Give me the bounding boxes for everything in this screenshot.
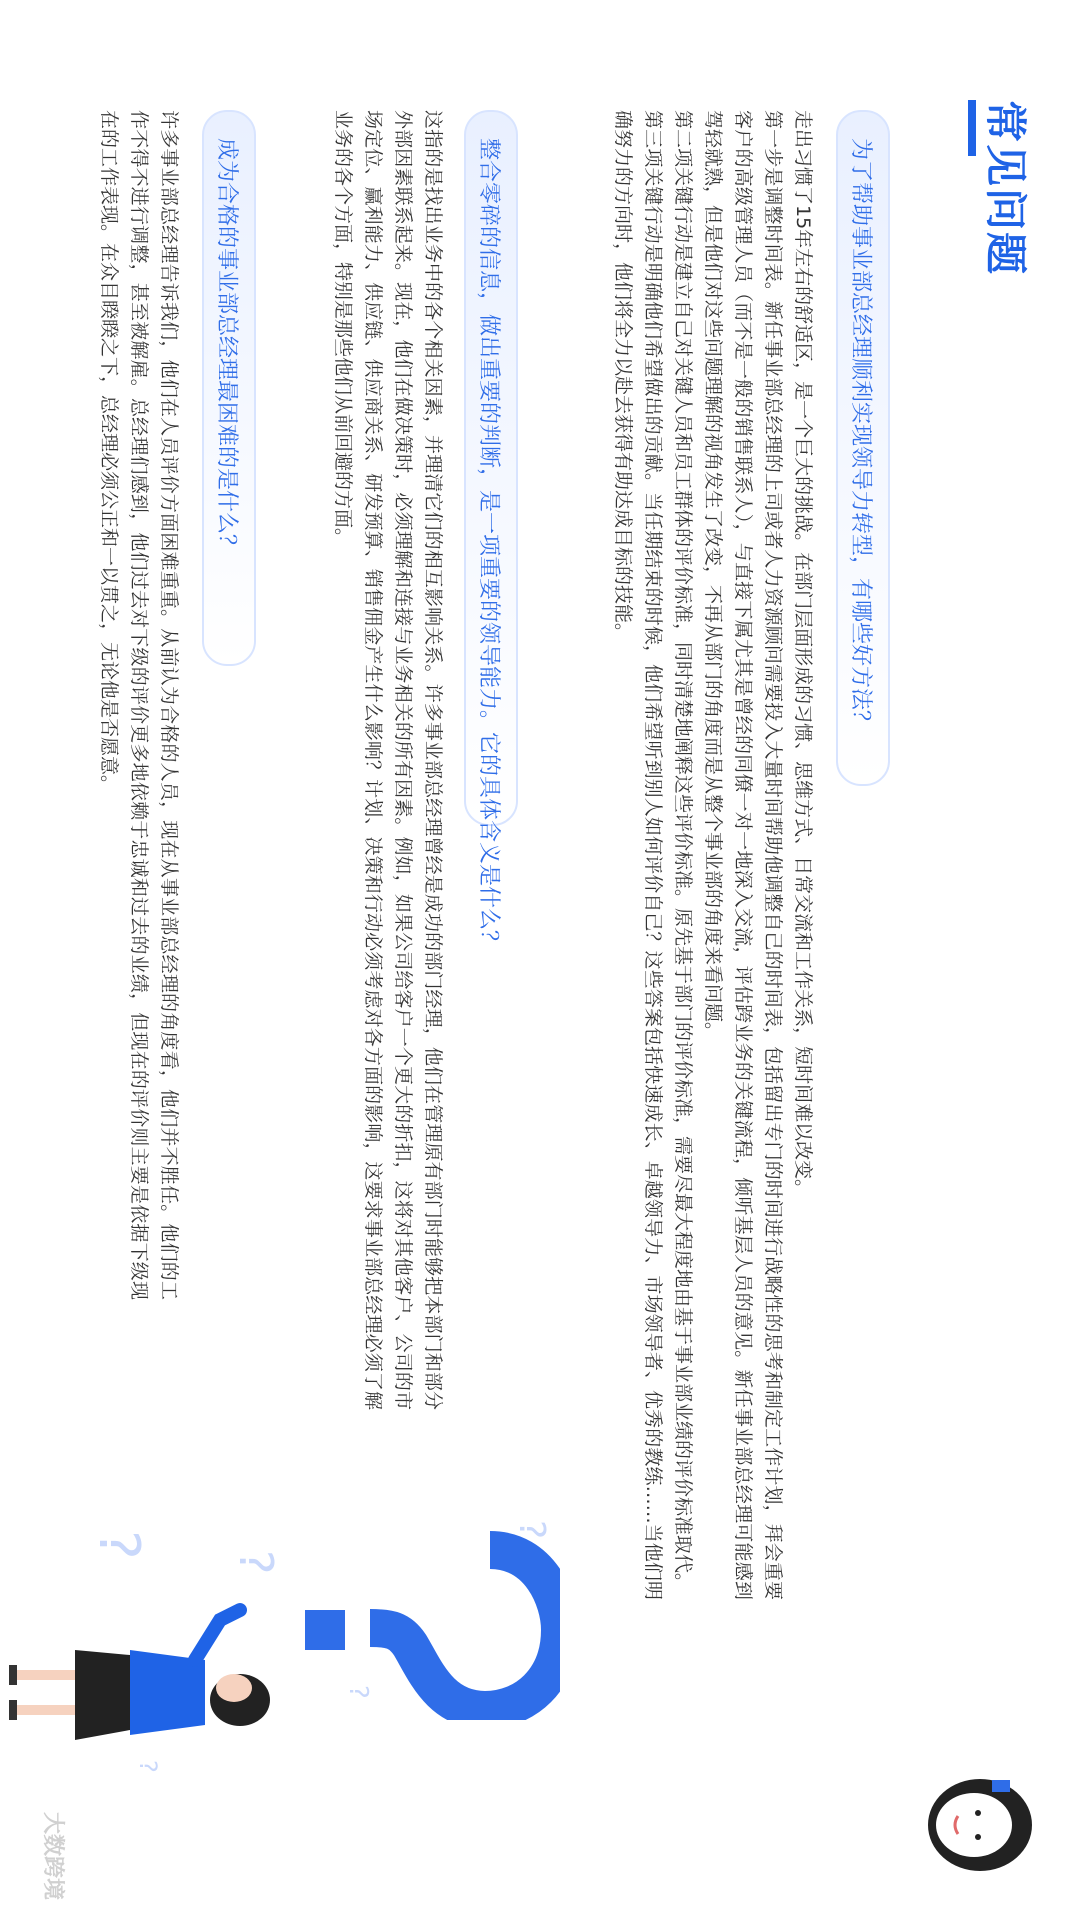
answer-paragraph: 第一步是调整时间表。新任事业部总经理的上司或者人力资源顾问需要投入大量时间帮助他调整自己的时间表，包括留出专门的时间进行战略性的思考和制定工作计划，拜会重要客户的高级管理人员（而不是一般的销售联系人），与直接下属尤其是曾经的同僚一对一地深入交流，评估跨业务的关键流程，倾听基层人员的意见。新任事业部总经理可能感到驾轻就熟，但是他们对这些问题理解的视角发生了改变，不再从部门的角度而是从整个事业部的角度来看问题。 xyxy=(702,110,784,1600)
answer-block-2 xyxy=(328,110,448,1410)
avatar-icon xyxy=(920,1770,1040,1880)
svg-text:?: ? xyxy=(229,1550,283,1575)
question-pill-3 xyxy=(202,110,256,666)
woman-figure-icon xyxy=(0,1510,300,1790)
answer-paragraph: 第二项关键行动是建立自己对关键人员和员工群体的评价标准，同时清楚地阐释这些评价标准。原先基于部门的评价标准，需要尽最大程度地由基于事业部业绩的评价标准取代。 xyxy=(672,110,694,1593)
page-title: 常见问题 xyxy=(981,100,1030,277)
question-text: 整合零碎的信息，做出重要的判断，是一项重要的领导能力。它的具体含义是什么？ xyxy=(476,138,502,953)
answer-paragraph: 走出习惯了15年左右的舒适区，是一个巨大的挑战。在部门层面形成的习惯、思维方式、日常交流和工作关系，短时间难以改变。 xyxy=(792,110,814,1199)
answer-paragraph: 许多事业部总经理告诉我们，他们在人员评价方面困难重重。从前认为合格的人员，现在从事业部总经理的角度看，他们并不胜任。他们的工作不得不进行调整，甚至被解雇。总经理们感到，他们过去对下级的评价更多地依赖于忠诚和过去的业绩，但现在的评价则主要是依据下级现在的工作表现。在众目睽睽之下，总经理必须公正和一以贯之，无论他是否愿意。 xyxy=(98,110,180,1300)
svg-text:?: ? xyxy=(343,1685,373,1699)
title-underline xyxy=(968,100,976,156)
question-text: 成为合格的事业部总经理最困难的是什么？ xyxy=(214,138,240,557)
svg-text:?: ? xyxy=(134,1760,162,1773)
watermark: 大数跨境 xyxy=(40,1811,65,1900)
answer-block-3 xyxy=(94,110,184,1300)
svg-text:?: ? xyxy=(86,1530,151,1560)
answer-paragraph: 第三项关键行动是明确他们希望做出的贡献。当任期结束的时候，他们希望听到别人如何评价自己？这些答案包括快速成长、卓越领导力、市场领导者、优秀的教练……当他们明确努力的方向时，他们将全力以赴去获得有助达成目标的技能。 xyxy=(612,110,664,1600)
question-pill-1 xyxy=(836,110,890,786)
svg-text:?: ? xyxy=(511,1520,552,1540)
answer-block-1 xyxy=(608,110,818,1600)
answer-paragraph: 这指的是找出业务中的各个相关因素，并理清它们的相互影响关系。许多事业部总经理曾经是成功的部门经理，他们在管理原有部门时能够把本部门和部分外部因素联系起来。现在，他们在做决策时，必须理解和连接与业务相关的所有因素。例如，如果公司给客户一个更大的折扣，这将对其他客户、公司的市场定位、赢利能力、供应链、供应商关系、研发预算、销售佣金产生什么影响？计划、决策和行动必须考虑对各方面的影响，这要求事业部总经理必须了解业务的各个方面，特别是那些他们从前回避的方面。 xyxy=(332,110,444,1410)
question-mark-icon xyxy=(300,1510,560,1720)
question-text: 为了帮助事业部总经理顺利实现领导力转型，有哪些好方法？ xyxy=(848,138,874,733)
question-pill-2 xyxy=(464,110,518,953)
